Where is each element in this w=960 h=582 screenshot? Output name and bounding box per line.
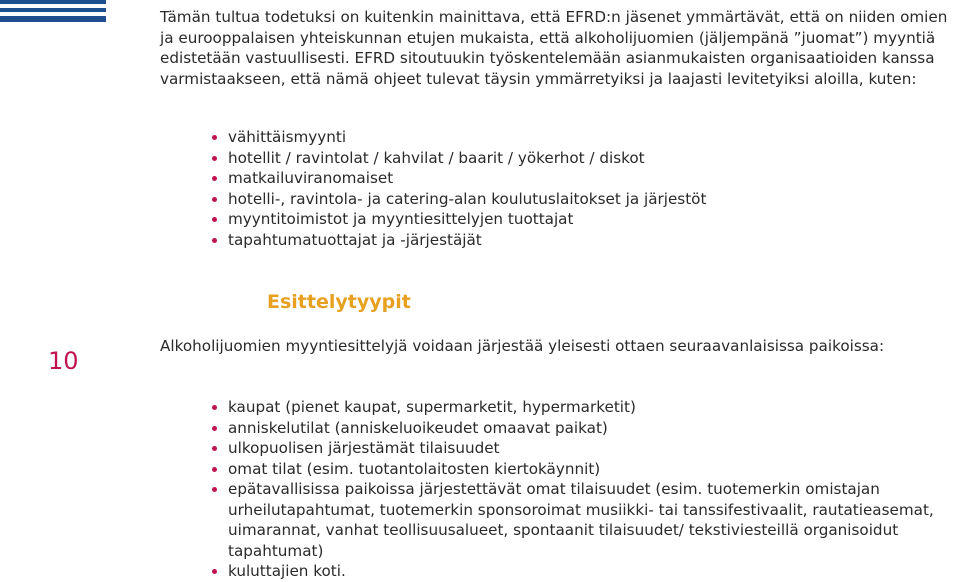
decorative-stripes bbox=[0, 0, 106, 26]
list-item: myyntitoimistot ja myyntiesittelyjen tuottajat bbox=[210, 209, 958, 230]
sectors-list bbox=[210, 127, 958, 250]
stripe bbox=[0, 16, 106, 22]
list-item: omat tilat (esim. tuotantolaitosten kiertokäynnit) bbox=[210, 459, 958, 480]
list-item: matkailuviranomaiset bbox=[210, 168, 958, 189]
list-item: hotelli-, ravintola- ja catering-alan koulutuslaitokset ja järjestöt bbox=[210, 189, 958, 210]
list-item: anniskelutilat (anniskeluoikeudet omaavat paikat) bbox=[210, 418, 958, 439]
list-item: ulkopuolisen järjestämät tilaisuudet bbox=[210, 438, 958, 459]
list-item: hotellit / ravintolat / kahvilat / baarit / yökerhot / diskot bbox=[210, 148, 958, 169]
section-paragraph: Alkoholijuomien myyntiesittelyjä voidaan järjestää yleisesti ottaen seuraavanlaisissa paikoissa: bbox=[160, 337, 885, 355]
intro-paragraph: Tämän tultua todetuksi on kuitenkin mainittava, että EFRD:n jäsenet ymmärtävät, että on niiden omien ja eurooppalaisen yhteiskunnan etujen mukaista, että alkoholijuomien (jäljempänä ”juomat”) myyntiä edistetään vastuullisesti. EFRD sitoutuukin työskentelemään asianmukaisten organisaatioiden kanssa varmistaakseen, että nämä ohjeet tulevat täysin ymmärretyiksi ja laajasti levitetyiksi aloilla, kuten: bbox=[160, 8, 948, 88]
stripe bbox=[0, 0, 106, 4]
list-item: vähittäismyynti bbox=[210, 127, 958, 148]
locations-list bbox=[210, 397, 958, 582]
section-heading: Esittelytyypit bbox=[267, 291, 411, 313]
page-number: 10 bbox=[48, 347, 79, 375]
list-item: epätavallisissa paikoissa järjestettävät omat tilaisuudet (esim. tuotemerkin omistajan urheilutapahtumat, tuotemerkin sponsoroimat musiikki- tai tanssifestivaalit, rautatieasemat, uimarannat, vanhat teollisuusalueet, spontaanit tilaisuudet/ tekstiviesteillä organisoidut tapahtumat) bbox=[210, 479, 958, 561]
list-item: kuluttajien koti. bbox=[210, 561, 958, 582]
list-item: kaupat (pienet kaupat, supermarketit, hypermarketit) bbox=[210, 397, 958, 418]
stripe bbox=[0, 8, 106, 12]
list-item: tapahtumatuottajat ja -järjestäjät bbox=[210, 230, 958, 251]
